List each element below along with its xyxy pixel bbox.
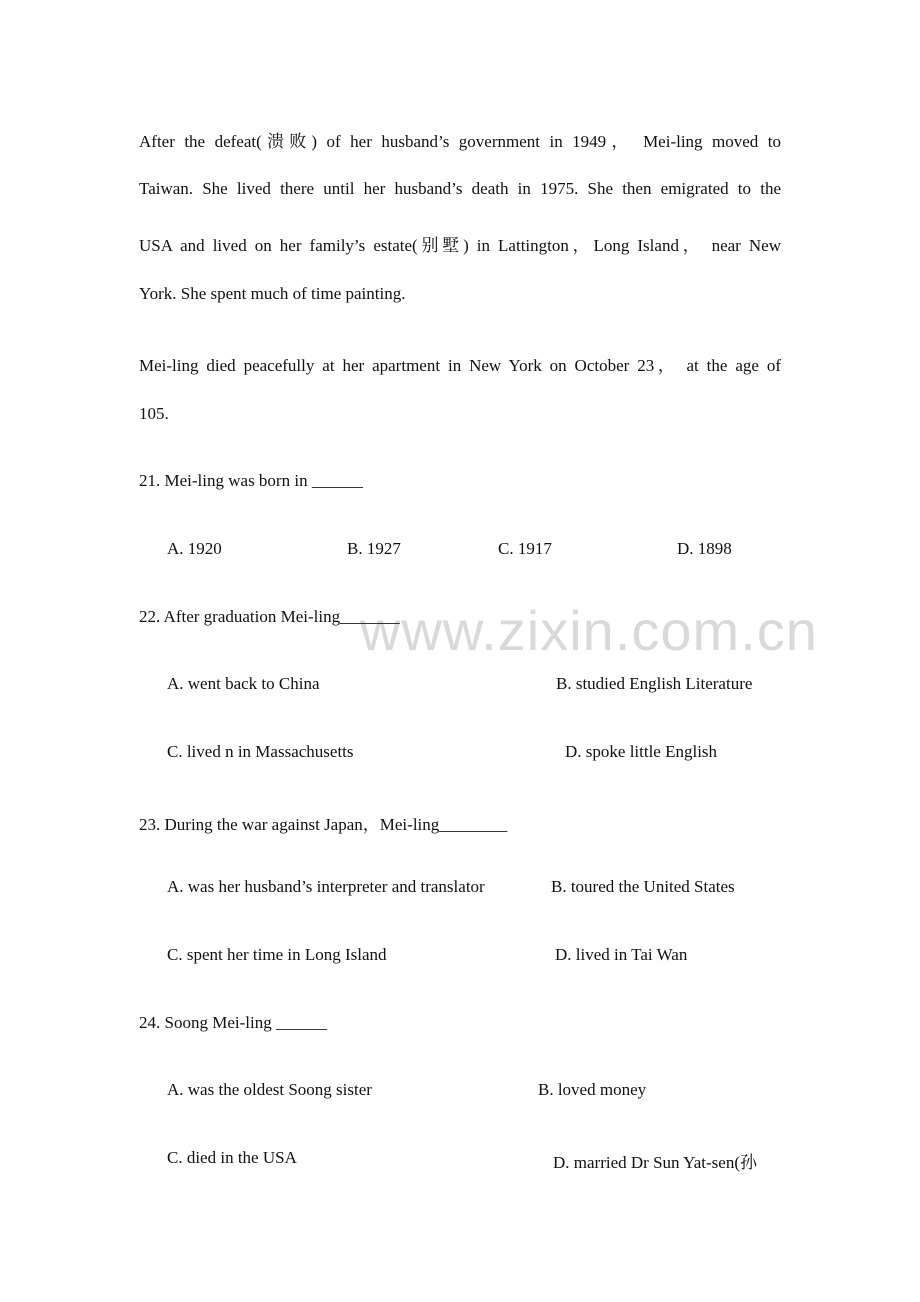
question-stem: 23. During the war against Japan，Mei-ling________ — [139, 815, 508, 834]
question-stem: 24. Soong Mei-ling ______ — [139, 1013, 327, 1032]
option-c: C. died in the USA — [167, 1148, 297, 1167]
option-a: A. was her husband’s interpreter and translator — [167, 877, 485, 896]
question-stem: 22. After graduation Mei-ling_______ — [139, 607, 400, 626]
passage-line: USA and lived on her family’s estate(别墅) in Lattington，Long Island， near New — [139, 236, 781, 255]
option-a: A. was the oldest Soong sister — [167, 1080, 372, 1099]
option-b: B. toured the United States — [551, 877, 735, 896]
option-c: C. 1917 — [498, 539, 552, 558]
option-b: B. loved money — [538, 1080, 647, 1099]
option-a: A. 1920 — [167, 539, 222, 558]
option-d: D. 1898 — [677, 539, 732, 558]
question-stem: 21. Mei-ling was born in ______ — [139, 471, 363, 490]
passage-line: 105. — [139, 404, 169, 423]
option-b: B. 1927 — [347, 539, 401, 558]
option-d: D. spoke little English — [565, 742, 718, 761]
option-b: B. studied English Literature — [556, 674, 753, 693]
option-c: C. spent her time in Long Island — [167, 945, 387, 964]
passage-line: Taiwan. She lived there until her husband’s death in 1975. She then emigrated to the — [139, 179, 781, 198]
passage-line: After the defeat(溃败) of her husband’s government in 1949， Mei-ling moved to — [139, 132, 781, 151]
watermark: www.zixin.com.cn — [360, 599, 818, 662]
option-d: D. lived in Tai Wan — [555, 945, 688, 964]
option-a: A. went back to China — [167, 674, 320, 693]
option-d: D. married Dr Sun Yat-sen(孙 — [553, 1153, 757, 1172]
option-c: C. lived n in Massachusetts — [167, 742, 354, 761]
passage-line: Mei-ling died peacefully at her apartment in New York on October 23， at the age of — [139, 356, 781, 375]
passage-line: York. She spent much of time painting. — [139, 284, 406, 303]
